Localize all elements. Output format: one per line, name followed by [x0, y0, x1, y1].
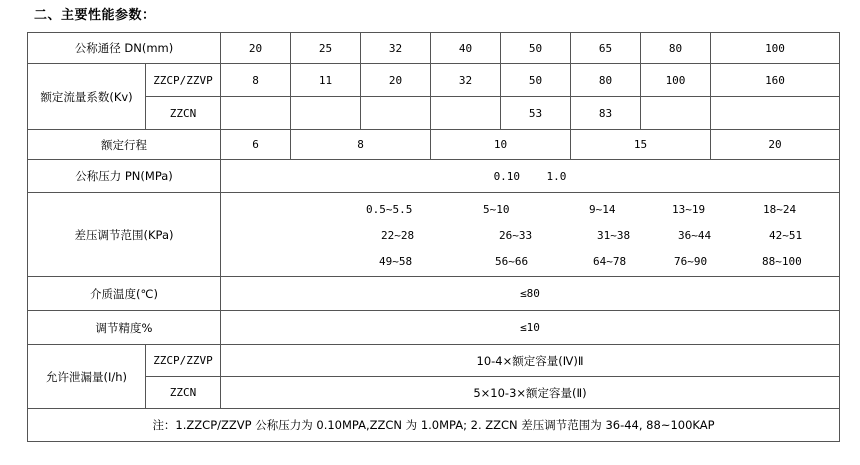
kv-value: [221, 97, 291, 130]
temp-value: ≤80: [221, 277, 840, 311]
stroke-row: [28, 130, 840, 160]
section-title: 二、主要性能参数：: [34, 8, 156, 23]
leak-model-a: ZZCP/ZZVP: [146, 345, 221, 377]
dp-range: 13~19: [672, 203, 706, 216]
kv-value: [291, 97, 361, 130]
temp-label: 介质温度(℃): [28, 277, 221, 311]
stroke-value: 8: [291, 130, 431, 160]
kv-value: 100: [641, 64, 711, 97]
dp-range: 49~58: [379, 255, 413, 268]
dp-range: 26~33: [499, 229, 533, 242]
dp-range: 9~14: [589, 203, 616, 216]
dn-value: 20: [221, 33, 291, 64]
pn-label: 公称压力 PN(MPa): [28, 160, 221, 193]
kv-value: 53: [501, 97, 571, 130]
stroke-value: 6: [221, 130, 291, 160]
leak-row-b: [28, 377, 840, 409]
kv-value: 20: [361, 64, 431, 97]
dp-range: 22~28: [381, 229, 415, 242]
dn-value: 32: [361, 33, 431, 64]
kv-value: [711, 97, 840, 130]
kv-row-a: [28, 64, 840, 97]
kv-value: [431, 97, 501, 130]
kv-model-b: ZZCN: [146, 97, 221, 130]
dn-value: 80: [641, 33, 711, 64]
dp-range: 0.5~5.5: [366, 203, 413, 216]
dp-grid: [221, 193, 839, 276]
kv-value: 32: [431, 64, 501, 97]
dn-value: 50: [501, 33, 571, 64]
dp-range: 42~51: [769, 229, 803, 242]
dn-row: [28, 33, 840, 64]
dp-row: [28, 193, 840, 277]
stroke-label: 额定行程: [28, 130, 221, 160]
dp-range: 76~90: [674, 255, 708, 268]
dp-range: 18~24: [763, 203, 797, 216]
kv-value: [361, 97, 431, 130]
temp-row: [28, 277, 840, 311]
dp-values-cell: [221, 193, 840, 277]
dp-range: 36~44: [678, 229, 712, 242]
precision-value: ≤10: [221, 311, 840, 345]
dn-label: 公称通径 DN(mm): [28, 33, 221, 64]
kv-value: 160: [711, 64, 840, 97]
dp-label: 差压调节范围(KPa): [28, 193, 221, 277]
kv-row-b: [28, 97, 840, 130]
dn-value: 100: [711, 33, 840, 64]
precision-row: [28, 311, 840, 345]
dp-range: 64~78: [593, 255, 627, 268]
dp-range: 31~38: [597, 229, 631, 242]
kv-value: 50: [501, 64, 571, 97]
kv-value: 8: [221, 64, 291, 97]
dp-range: 5~10: [483, 203, 510, 216]
kv-value: 83: [571, 97, 641, 130]
kv-value: 11: [291, 64, 361, 97]
leak-value-a: 10-4×额定容量(Ⅳ)Ⅱ: [221, 345, 840, 377]
performance-parameters-table: [27, 32, 840, 442]
pn-value: 0.10 1.0: [221, 160, 840, 193]
stroke-value: 15: [571, 130, 711, 160]
leak-model-b: ZZCN: [146, 377, 221, 409]
kv-model-a: ZZCP/ZZVP: [146, 64, 221, 97]
kv-value: 80: [571, 64, 641, 97]
dn-value: 65: [571, 33, 641, 64]
leak-label: 允许泄漏量(I/h): [28, 345, 146, 409]
stroke-value: 20: [711, 130, 840, 160]
leak-row-a: [28, 345, 840, 377]
kv-label: 额定流量系数(Kv): [28, 64, 146, 130]
note-row: [28, 409, 840, 442]
dp-range: 88~100: [762, 255, 802, 268]
pn-row: [28, 160, 840, 193]
dn-value: 25: [291, 33, 361, 64]
leak-value-b: 5×10-3×额定容量(Ⅱ): [221, 377, 840, 409]
stroke-value: 10: [431, 130, 571, 160]
precision-label: 调节精度%: [28, 311, 221, 345]
dp-range: 56~66: [495, 255, 529, 268]
table-note: 注：1.ZZCP/ZZVP 公称压力为 0.10MPA,ZZCN 为 1.0MPA; 2. ZZCN 差压调节范围为 36-44, 88~100KAP: [28, 409, 840, 442]
kv-value: [641, 97, 711, 130]
dn-value: 40: [431, 33, 501, 64]
